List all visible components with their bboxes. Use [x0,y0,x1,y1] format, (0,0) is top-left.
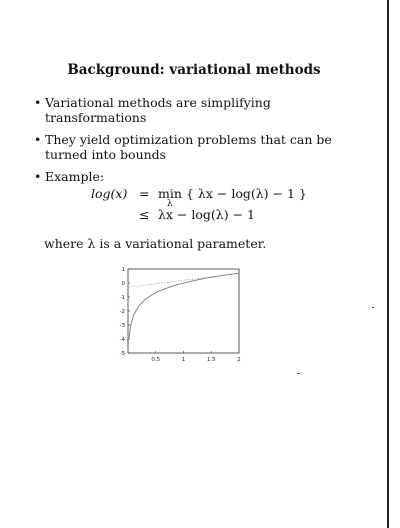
y-tick-label: -1 [119,295,125,301]
y-tick-label: -2 [119,309,125,315]
slide-title: Background: variational methods [67,62,321,78]
equation-min-subscript: λ [167,199,173,209]
footnote-text: where λ is a variational parameter. [44,236,267,251]
equation-min-operator: min [158,186,182,201]
page-right-edge [387,0,389,528]
equation-leq: ≤ [139,207,150,222]
equation-rhs-line1: { λx − log(λ) − 1 } [186,186,307,201]
bullet-icon: • [34,169,42,184]
y-tick-label: -4 [119,337,125,343]
equation-lhs: log(x) [91,186,128,201]
bullet-item [34,95,374,125]
scan-speck [372,307,374,308]
bullet-text: Example: [45,169,105,184]
bullet-icon: • [34,95,42,110]
x-tick-label: 1.5 [206,357,216,363]
plot-frame [128,269,239,353]
bullet-icon: • [34,132,42,147]
y-tick-label: -3 [119,323,125,329]
x-tick-label: 0.5 [151,357,161,363]
y-tick-label: 1 [121,267,125,273]
bullet-text: Variational methods are simplifying transformations [45,95,271,125]
equation-rhs-line2: λx − log(λ) − 1 [158,207,255,222]
chart-canvas [113,265,243,373]
log-curve [129,273,239,337]
bullet-item [34,132,374,162]
scan-speck [297,373,300,374]
y-tick-label: 0 [121,281,125,287]
log-bound-chart [113,265,243,373]
bullet-text: They yield optimization problems that can be turned into bounds [45,132,332,162]
y-tick-label: -5 [119,351,125,357]
x-tick-label: 1 [181,357,186,363]
x-tick-label: 2 [237,357,241,363]
bullet-item [34,169,374,184]
equation-equals: = [139,186,150,201]
bullet-list [34,95,374,191]
